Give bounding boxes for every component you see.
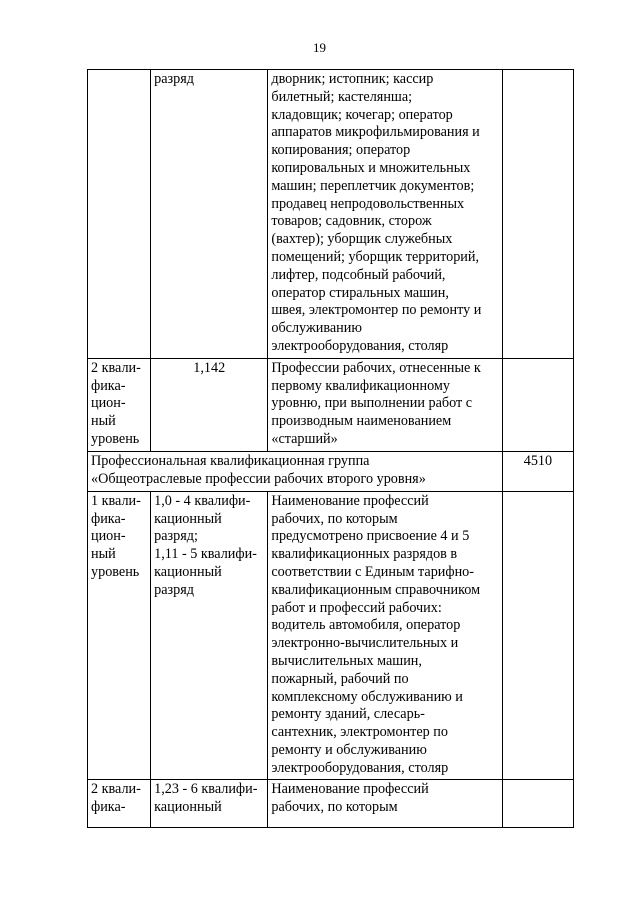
page-number: 19 [313,40,326,55]
table-row [88,358,574,451]
group-header-row [88,451,574,491]
level-cell: 1 квали- фика- цион- ный уровень [88,491,151,780]
level-cell: 2 квали- фика- цион- ный уровень [88,358,151,451]
level-cell [88,70,151,359]
extra-cell [502,358,573,451]
table-row [88,70,574,359]
level-cell: 2 квали- фика- [88,780,151,828]
extra-cell [502,70,573,359]
extra-cell [502,780,573,828]
group-title: Профессиональная квалификационная группа «Общеотраслевые профессии рабочих второго уровня» [88,451,503,491]
table-row [88,491,574,780]
qualification-table [87,69,574,828]
table-row [88,780,574,828]
coefficient-cell: 1,142 [151,358,268,451]
professions-cell: Наименование профессий рабочих, по которым предусмотрено присвоение 4 и 5 квалификационных разрядов в соответствии с Единым тарифно- квалификационным справочником работ и профессий рабочих: водитель автомобиля, оператор электронно-вычислительных и вычислительных машин, пожарный, рабочий по комплексному обслуживанию и ремонту зданий, слесарь- сантехник, электромонтер по ремонту и обслуживанию электрооборудования, столяр [268,491,502,780]
professions-cell: дворник; истопник; кассир билетный; кастелянша; кладовщик; кочегар; оператор аппаратов микрофильмирования и копирования; оператор копировальных и множительных машин; переплетчик документов; продавец непродовольственных товаров; садовник, сторож (вахтер); уборщик служебных помещений; уборщик территорий, лифтер, подсобный рабочий, оператор стиральных машин, швея, электромонтер по ремонту и обслуживанию электрооборудования, столяр [268,70,502,359]
professions-cell: Наименование профессий рабочих, по которым [268,780,502,828]
extra-cell [502,491,573,780]
coefficient-cell: 1,23 - 6 квалифи- кационный [151,780,268,828]
coefficient-cell: 1,0 - 4 квалифи- кационный разряд; 1,11 - 5 квалифи- кационный разряд [151,491,268,780]
coefficient-cell: разряд [151,70,268,359]
group-value: 4510 [502,451,573,491]
professions-cell: Профессии рабочих, отнесенные к первому квалификационному уровню, при выполнении работ с производным наименованием «старший» [268,358,502,451]
